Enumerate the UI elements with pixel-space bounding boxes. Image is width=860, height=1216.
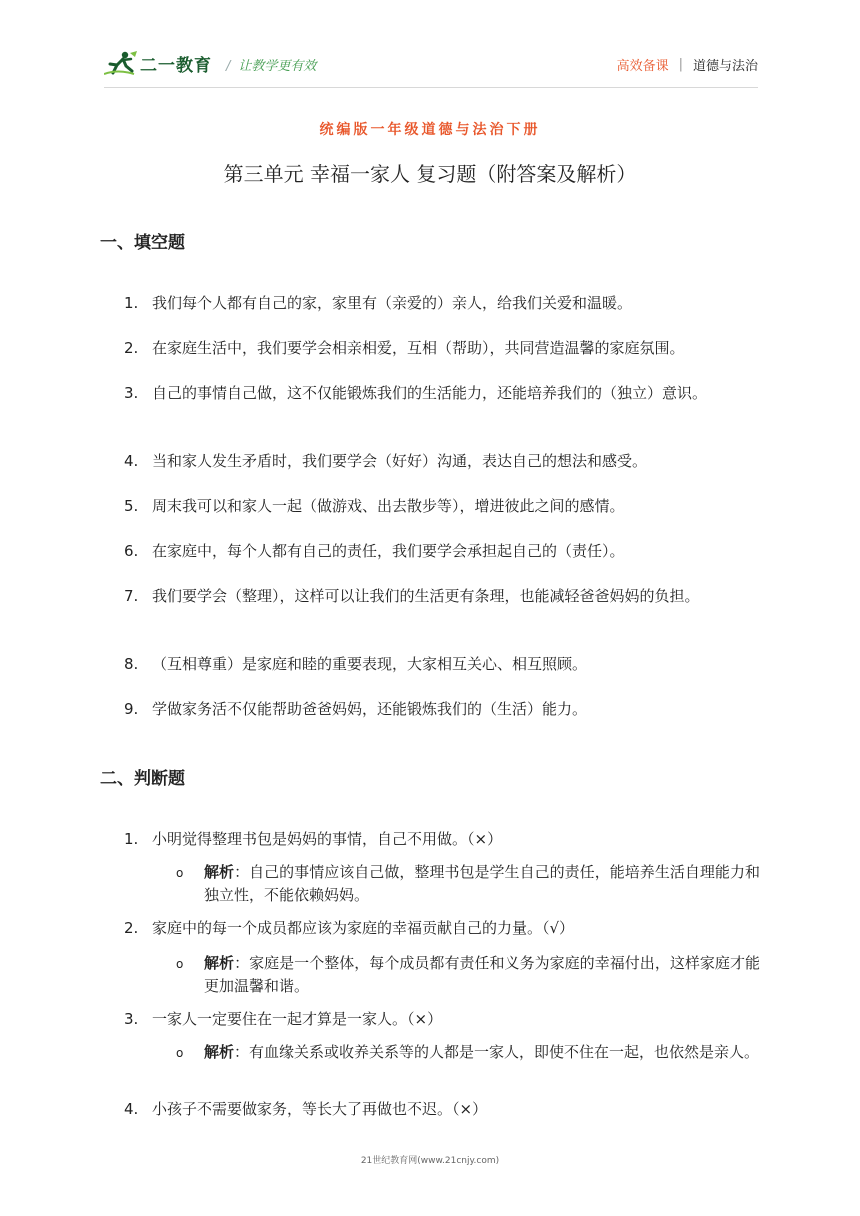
question-number: 2. [124, 919, 139, 937]
logo-text: 二一教育 [140, 55, 212, 76]
question-text: 周末我可以和家人一起（做游戏、出去散步等），增进彼此之间的感情。 [152, 497, 625, 515]
question-text: 我们每个人都有自己的家，家里有（亲爱的）亲人，给我们关爱和温暖。 [152, 294, 633, 312]
explanation-text: ：自己的事情应该自己做，整理书包是学生自己的责任，能培养生活自理能力和独立性，不能依赖妈妈。 [204, 863, 760, 904]
question-text: （互相尊重）是家庭和睦的重要表现，大家相互关心、相互照顾。 [152, 655, 588, 673]
question-number: 5. [124, 497, 139, 515]
bullet-icon: o [176, 1046, 184, 1060]
question-number: 3. [124, 384, 139, 402]
question-number: 7. [124, 587, 139, 605]
question-item [124, 1094, 760, 1124]
question-text: 在家庭中，每个人都有自己的责任，我们要学会承担起自己的（责任）。 [152, 542, 625, 560]
header-separator: | [678, 57, 683, 72]
slogan: / 让教学更有效 [226, 59, 317, 74]
logo [104, 50, 212, 76]
question-item [124, 333, 760, 363]
question-number: 1. [124, 294, 139, 312]
question-item [124, 581, 760, 611]
question-text: 小明觉得整理书包是妈妈的事情，自己不用做。（×） [152, 830, 503, 848]
explanation-note [176, 952, 760, 998]
question-text: 当和家人发生矛盾时，我们要学会（好好）沟通，表达自己的想法和感受。 [152, 452, 648, 470]
question-text: 在家庭生活中，我们要学会相亲相爱，互相（帮助），共同营造温馨的家庭氛围。 [152, 339, 685, 357]
question-number: 8. [124, 655, 139, 673]
page-footer: 21世纪教育网(www.21cnjy.com) [360, 1156, 500, 1166]
question-item [124, 491, 760, 521]
question-item [124, 378, 760, 408]
question-number: 2. [124, 339, 139, 357]
explanation-label: 解析 [204, 1043, 235, 1061]
bullet-icon: o [176, 957, 184, 971]
explanation-label: 解析 [204, 863, 235, 881]
header-category: 高效备课 [616, 59, 669, 74]
section-heading-fill-blank: 一、填空题 [100, 233, 185, 253]
question-number: 3. [124, 1010, 139, 1028]
question-item [124, 694, 760, 724]
question-number: 1. [124, 830, 139, 848]
explanation-text: ：家庭是一个整体，每个成员都有责任和义务为家庭的幸福付出，这样家庭才能更加温馨和谐。 [204, 954, 760, 995]
explanation-text: ：有血缘关系或收养关系等的人都是一家人，即使不住在一起，也依然是亲人。 [234, 1043, 760, 1061]
page-header [104, 46, 758, 82]
page-title: 第三单元 幸福一家人 复习题（附答案及解析） [223, 162, 637, 186]
header-subject: 道德与法治 [692, 59, 758, 74]
subtitle: 统编版一年级道德与法治下册 [319, 122, 541, 138]
header-right [617, 55, 758, 74]
question-text: 一家人一定要住在一起才算是一家人。（×） [152, 1010, 443, 1028]
explanation-label: 解析 [204, 954, 235, 972]
bullet-icon: o [176, 866, 184, 880]
question-text: 自己的事情自己做，这不仅能锻炼我们的生活能力，还能培养我们的（独立）意识。 [152, 384, 708, 402]
question-item [124, 913, 760, 943]
question-item [124, 536, 760, 566]
explanation-note [176, 861, 760, 907]
runner-logo-icon [104, 50, 138, 76]
question-number: 6. [124, 542, 139, 560]
question-item [124, 1004, 760, 1034]
question-text: 学做家务活不仅能帮助爸爸妈妈，还能锻炼我们的（生活）能力。 [152, 700, 588, 718]
question-item [124, 824, 760, 854]
question-number: 4. [124, 452, 139, 470]
section-heading-true-false: 二、判断题 [100, 769, 185, 789]
question-text: 家庭中的每一个成员都应该为家庭的幸福贡献自己的力量。（√） [152, 919, 575, 937]
question-item [124, 446, 760, 476]
question-number: 4. [124, 1100, 139, 1118]
header-divider [104, 87, 758, 88]
question-item [124, 288, 760, 318]
question-text: 我们要学会（整理），这样可以让我们的生活更有条理，也能减轻爸爸妈妈的负担。 [152, 587, 700, 605]
question-number: 9. [124, 700, 139, 718]
explanation-note [176, 1041, 760, 1064]
slogan-text: 让教学更有效 [238, 59, 317, 74]
question-item [124, 649, 760, 679]
question-text: 小孩子不需要做家务，等长大了再做也不迟。（×） [152, 1100, 488, 1118]
